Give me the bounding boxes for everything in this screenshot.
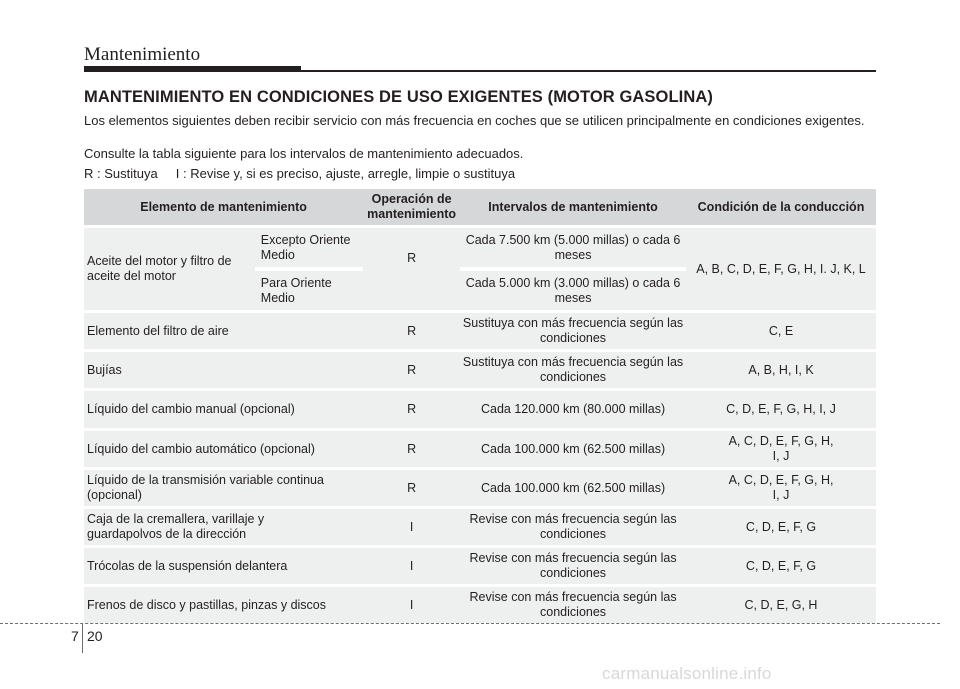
condition-cell: A, C, D, E, F, G, H, I, J bbox=[686, 431, 876, 467]
operation-cell: I bbox=[363, 587, 460, 623]
interval-cell: Revise con más frecuencia según las condiciones bbox=[460, 587, 686, 623]
operation-cell: I bbox=[363, 509, 460, 545]
item-cell: Elemento del filtro de aire bbox=[84, 313, 363, 349]
footer-dashed-rule bbox=[0, 623, 940, 624]
table-row bbox=[84, 352, 876, 388]
chapter-number: 7 bbox=[71, 628, 79, 644]
header-condition: Condición de la conducción bbox=[686, 189, 876, 225]
item-cell: Líquido de la transmisión variable continua (opcional) bbox=[84, 470, 363, 506]
legend-note: R : Sustituya I : Revise y, si es preciso, ajuste, arregle, limpie o sustituya bbox=[84, 166, 516, 181]
condition-cell: C, D, E, G, H bbox=[686, 587, 876, 623]
page-number: 20 bbox=[87, 628, 103, 644]
condition-cell: A, B, H, I, K bbox=[686, 352, 876, 388]
operation-cell: R bbox=[363, 431, 460, 467]
item-cell: Aceite del motor y filtro de aceite del motor bbox=[84, 228, 255, 310]
condition-cell: C, D, E, F, G, H, I, J bbox=[686, 391, 876, 428]
table-row bbox=[84, 509, 876, 545]
item-cell: Caja de la cremallera, varillaje y guardapolvos de la dirección bbox=[84, 509, 363, 545]
item-cell: Frenos de disco y pastillas, pinzas y discos bbox=[84, 587, 363, 623]
operation-cell: R bbox=[363, 313, 460, 349]
header-item: Elemento de mantenimiento bbox=[84, 189, 363, 225]
interval-cell: Cada 7.500 km (5.000 millas) o cada 6 meses bbox=[460, 228, 686, 267]
operation-cell bbox=[363, 228, 460, 310]
section-title: MANTENIMIENTO EN CONDICIONES DE USO EXIGENTES (MOTOR GASOLINA) bbox=[84, 88, 713, 106]
chapter-title: Mantenimiento bbox=[84, 44, 201, 65]
interval-cell: Cada 100.000 km (62.500 millas) bbox=[460, 431, 686, 467]
item-cell: Trócolas de la suspensión delantera bbox=[84, 548, 363, 584]
operation-cell: I bbox=[363, 548, 460, 584]
header-operation: Operación de mantenimiento bbox=[363, 189, 460, 225]
interval-cell: Sustituya con más frecuencia según las condiciones bbox=[460, 352, 686, 388]
table-row bbox=[84, 313, 876, 349]
item-cell: Líquido del cambio manual (opcional) bbox=[84, 391, 363, 428]
item-cell: Líquido del cambio automático (opcional) bbox=[84, 431, 363, 467]
interval-cell: Revise con más frecuencia según las condiciones bbox=[460, 509, 686, 545]
header-rule-thick bbox=[84, 66, 301, 72]
condition-cell: C, D, E, F, G bbox=[686, 509, 876, 545]
operation-cell: R bbox=[363, 470, 460, 506]
interval-cell: Revise con más frecuencia según las condiciones bbox=[460, 548, 686, 584]
item-cell: Bujías bbox=[84, 352, 363, 388]
header-rule-thin bbox=[301, 70, 876, 72]
consult-note: Consulte la tabla siguiente para los intervalos de mantenimiento adecuados. bbox=[84, 146, 524, 161]
table-row bbox=[84, 431, 876, 467]
page-number-divider bbox=[82, 623, 83, 653]
watermark: carmanualsonline.info bbox=[602, 664, 772, 683]
operation-value: R bbox=[407, 250, 417, 265]
condition-cell: C, E bbox=[686, 313, 876, 349]
table-row bbox=[84, 548, 876, 584]
table-row bbox=[84, 228, 876, 267]
interval-cell: Cada 100.000 km (62.500 millas) bbox=[460, 470, 686, 506]
item-subcell: Excepto Oriente Medio bbox=[255, 228, 363, 267]
operation-cell: R bbox=[363, 391, 460, 428]
interval-cell: Cada 5.000 km (3.000 millas) o cada 6 meses bbox=[460, 270, 686, 310]
intro-paragraph: Los elementos siguientes deben recibir servicio con más frecuencia en coches que se utilicen principalmente en condiciones exigentes. bbox=[84, 113, 865, 128]
condition-cell: C, D, E, F, G bbox=[686, 548, 876, 584]
operation-cell: R bbox=[363, 352, 460, 388]
interval-cell: Cada 120.000 km (80.000 millas) bbox=[460, 391, 686, 428]
table-row bbox=[84, 391, 876, 428]
condition-cell: A, B, C, D, E, F, G, H, I. J, K, L bbox=[686, 228, 876, 310]
item-subcell: Para Oriente Medio bbox=[255, 270, 363, 310]
maintenance-table bbox=[84, 186, 876, 626]
condition-cell: A, C, D, E, F, G, H, I, J bbox=[686, 470, 876, 506]
table-header-row bbox=[84, 189, 876, 225]
table-row bbox=[84, 587, 876, 623]
interval-cell: Sustituya con más frecuencia según las condiciones bbox=[460, 313, 686, 349]
table-row bbox=[84, 470, 876, 506]
header-interval: Intervalos de mantenimiento bbox=[460, 189, 686, 225]
